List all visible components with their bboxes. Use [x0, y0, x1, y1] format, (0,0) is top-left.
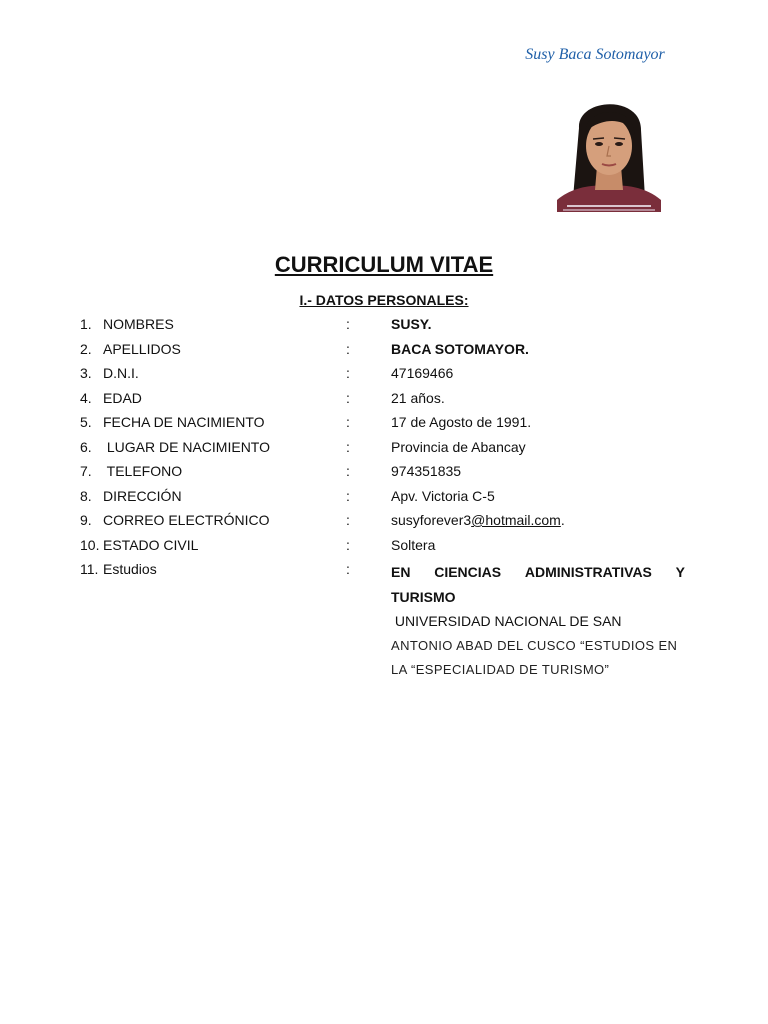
row-number: 1. — [80, 316, 92, 332]
studies-word: EN — [391, 564, 411, 580]
row-value: Apv. Victoria C-5 — [391, 487, 495, 504]
studies-rest: UNIVERSIDAD NACIONAL DE SAN — [391, 613, 622, 629]
profile-photo — [557, 88, 661, 212]
row-colon: : — [346, 487, 350, 504]
row-apellidos — [0, 339, 768, 364]
studies-bold: TURISMO — [391, 588, 456, 605]
row-label: ESTADO CIVIL — [103, 536, 199, 553]
row-label: NOMBRES — [103, 316, 174, 332]
row-lugar-nacimiento — [0, 437, 768, 462]
row-label: APELLIDOS — [103, 340, 181, 357]
row-number: 11. — [80, 561, 99, 577]
row-label: CORREO ELECTRÓNICO — [103, 512, 270, 528]
studies-word: CIENCIAS — [434, 564, 502, 580]
studies-value — [391, 560, 685, 683]
document-title: CURRICULUM VITAE — [274, 252, 494, 277]
row-colon: : — [346, 536, 350, 553]
row-value: 47169466 — [391, 365, 454, 381]
row-label: D.N.I. — [103, 365, 139, 381]
row-direccion — [0, 486, 768, 511]
row-dni — [0, 363, 768, 388]
row-number: 2. — [80, 340, 92, 357]
row-colon: : — [346, 463, 350, 479]
row-colon: : — [346, 438, 350, 455]
email-period: . — [560, 512, 565, 528]
row-number: 7. — [80, 463, 92, 479]
studies-line-1 — [391, 560, 685, 585]
row-colon: : — [346, 561, 350, 577]
row-label: FECHA DE NACIMIENTO — [103, 414, 265, 430]
row-label: DIRECCIÓN — [103, 487, 182, 504]
row-value: SUSY. — [391, 316, 432, 332]
section-heading: I.- DATOS PERSONALES: — [299, 292, 469, 308]
row-number: 3. — [80, 365, 92, 381]
row-number: 5. — [80, 414, 92, 430]
row-colon: : — [346, 316, 350, 332]
row-number: 6. — [80, 438, 92, 455]
row-telefono — [0, 461, 768, 486]
row-value: Provincia de Abancay — [391, 438, 526, 455]
row-value: BACA SOTOMAYOR. — [391, 340, 529, 357]
row-label: Estudios — [103, 561, 157, 577]
row-value: Soltera — [391, 536, 436, 553]
row-label: EDAD — [103, 389, 142, 406]
row-number: 9. — [80, 512, 92, 528]
row-colon: : — [346, 365, 350, 381]
row-correo — [0, 510, 768, 535]
row-colon: : — [346, 340, 350, 357]
email-link[interactable]: @hotmail.com — [471, 512, 561, 528]
email-value — [391, 510, 565, 530]
studies-line-3: ANTONIO ABAD DEL CUSCO “ESTUDIOS EN — [391, 637, 678, 653]
row-colon: : — [346, 414, 350, 430]
row-number: 8. — [80, 487, 92, 504]
row-label: TELEFONO — [103, 463, 183, 479]
row-label: LUGAR DE NACIMIENTO — [103, 438, 270, 455]
row-number: 4. — [80, 389, 92, 406]
studies-line-4: LA “ESPECIALIDAD DE TURISMO” — [391, 662, 610, 677]
row-number: 10. — [80, 536, 100, 553]
row-value: 974351835 — [391, 463, 462, 479]
row-colon: : — [346, 512, 350, 528]
studies-line-2 — [391, 585, 685, 634]
author-name: Susy Baca Sotomayor — [525, 46, 665, 63]
row-colon: : — [346, 389, 350, 406]
row-edad — [0, 388, 768, 413]
studies-word: ADMINISTRATIVAS — [524, 564, 652, 580]
row-value: 21 años. — [391, 389, 445, 406]
row-nombres — [0, 314, 768, 339]
row-value: 17 de Agosto de 1991. — [391, 414, 532, 430]
row-fecha-nacimiento — [0, 412, 768, 437]
email-user: susyforever3 — [391, 512, 472, 528]
row-estado-civil — [0, 535, 768, 560]
studies-word: Y — [675, 564, 685, 580]
personal-data-list — [0, 314, 768, 584]
